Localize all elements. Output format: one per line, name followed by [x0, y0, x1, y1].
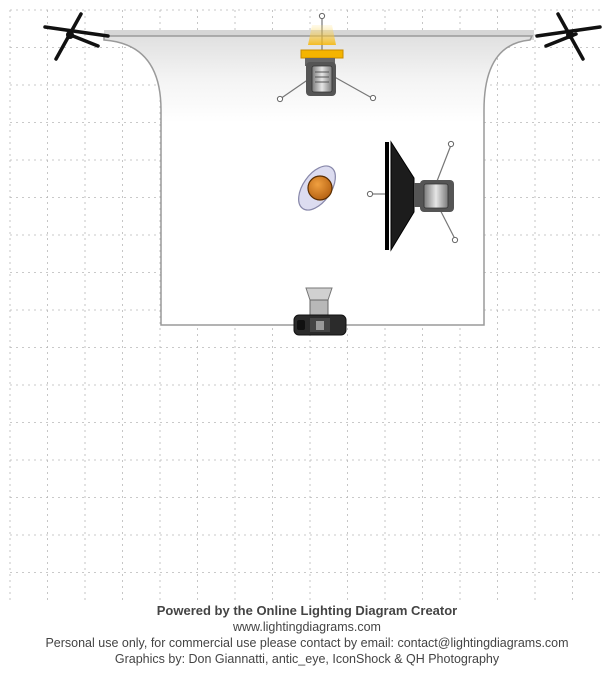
footer-website[interactable]: www.lightingdiagrams.com — [233, 620, 381, 634]
footer — [0, 603, 614, 667]
footer-license: Personal use only, for commercial use please contact by email: contact@lightingdiagrams.com — [45, 636, 569, 650]
background-stand-right-icon[interactable] — [537, 14, 600, 59]
footer-credits: Graphics by: Don Giannatti, antic_eye, IconShock & QH Photography — [114, 652, 500, 666]
footer-title: Powered by the Online Lighting Diagram Creator — [156, 603, 458, 618]
background-stand-left-icon[interactable] — [45, 14, 108, 59]
